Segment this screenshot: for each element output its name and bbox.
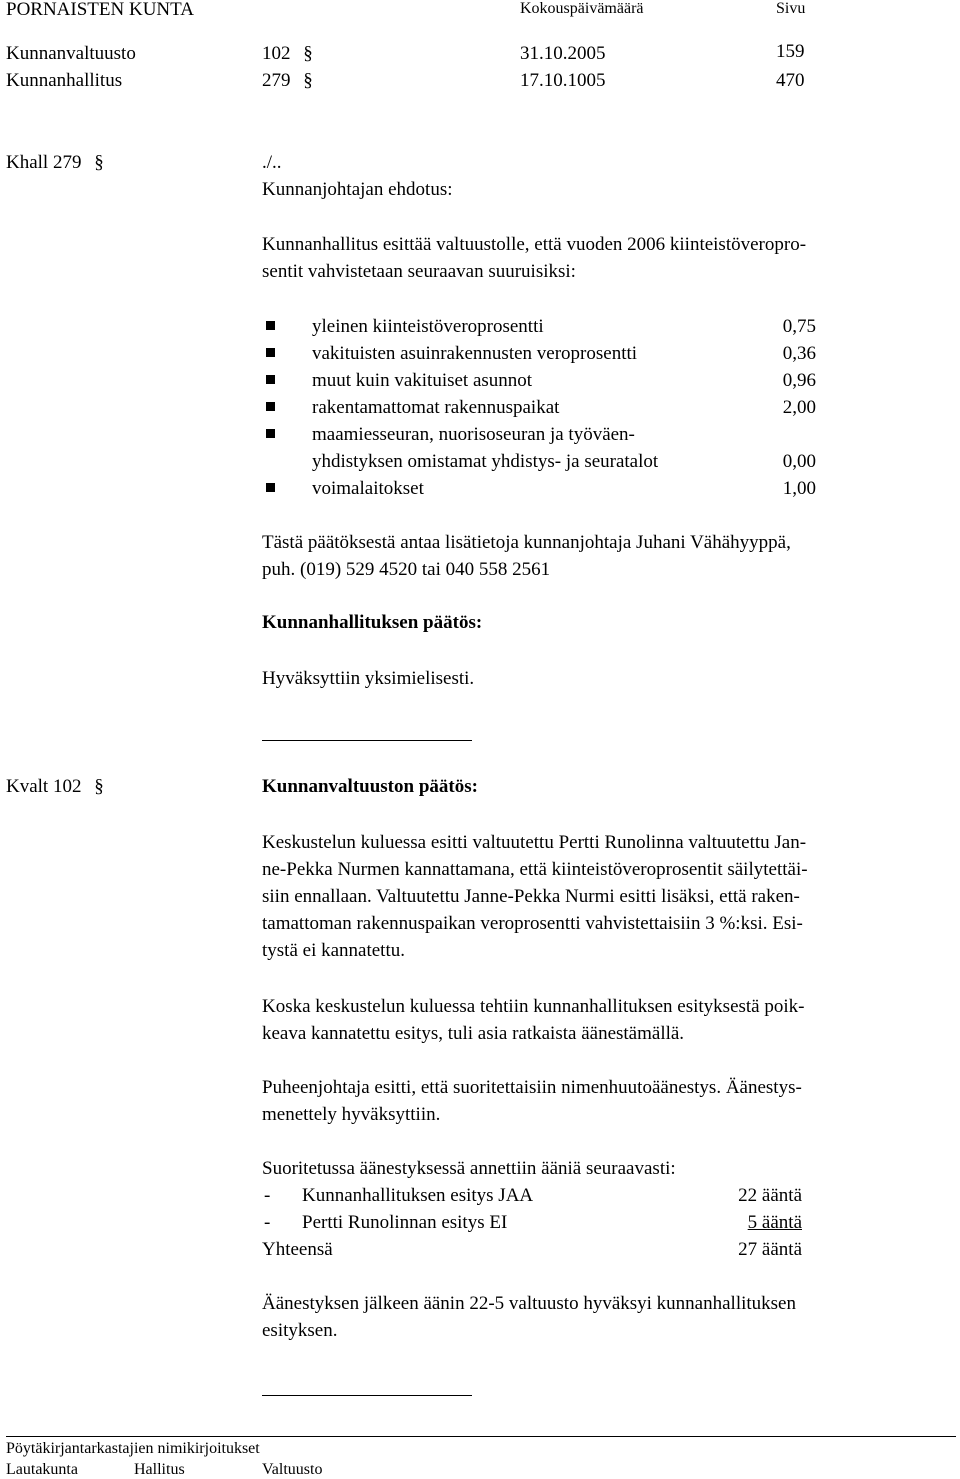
section-sign: §: [94, 152, 104, 173]
khall-ref: Khall 279 §: [6, 152, 104, 173]
rate-label: maamiesseuran, nuorisoseuran ja työväen-: [312, 424, 635, 445]
bullet-icon: [266, 348, 275, 357]
org-name: PORNAISTEN KUNTA: [6, 0, 194, 20]
header-row-valtuusto-page: 159: [776, 41, 805, 62]
date-label: Kokouspäivämäärä: [520, 0, 644, 17]
votes-intro: Suoritetussa äänestyksessä annettiin ääniä seuraavasti:: [262, 1158, 676, 1179]
contact-info: Tästä päätöksestä antaa lisätietoja kunnanjohtaja Juhani Vähähyyppä, puh. (019) 529 4520 tai 040 558 2561: [262, 532, 791, 580]
section-sign: §: [303, 70, 313, 91]
footer-col-valtuusto: Valtuusto: [262, 1461, 323, 1478]
kvalt-ref: Kvalt 102 §: [6, 776, 104, 797]
separator-line: [262, 1395, 472, 1396]
header-row-hallitus-body: Kunnanhallitus: [6, 70, 123, 91]
vote-label: Kunnanhallituksen esitys JAA: [302, 1185, 534, 1206]
rate-value: 0,96: [782, 370, 816, 391]
result-paragraph: Äänestyksen jälkeen äänin 22-5 valtuusto hyväksyi kunnanhallituksen esityksen.: [262, 1293, 796, 1341]
header-row-valtuusto-body: Kunnanvaltuusto: [6, 43, 136, 64]
section-sign: §: [94, 776, 104, 797]
bullet-icon: [266, 375, 275, 384]
total-label: Yhteensä: [262, 1239, 333, 1260]
separator-line: [262, 740, 472, 741]
bullet-icon: [266, 483, 275, 492]
vote-count: 22 ääntä: [738, 1185, 802, 1206]
rate-label: muut kuin vakituiset asunnot: [312, 370, 533, 391]
footer-col-lautakunta: Lautakunta: [6, 1461, 78, 1478]
header-row-valtuusto-num: 102 §: [262, 43, 313, 64]
discussion-paragraph: Keskustelun kuluessa esitti valtuutettu Pertti Runolinna valtuutettu Jan- ne-Pekka Nurmen kannattamana, että kiinteistöveroprosentit säilytettäi- siin ennallaan. Valtuutettu Janne-Pekka Nurmi esitti lisäksi, että raken- tamattoman rakennuspaikan veroprosentti vahvistettaisiin 3 %:ksi. Esi- tystä ei kannatettu.: [262, 832, 808, 961]
rate-label: rakentamattomat rakennuspaikat: [312, 397, 560, 418]
vote-dash: -: [264, 1212, 271, 1233]
rate-value: 2,00: [782, 397, 816, 418]
header-row-hallitus-num: 279 §: [262, 70, 313, 91]
vote-label: Pertti Runolinnan esitys EI: [302, 1212, 508, 1233]
page-label: Sivu: [776, 0, 806, 17]
footer-title: Pöytäkirjantarkastajien nimikirjoitukset: [6, 1440, 260, 1457]
bullet-icon: [266, 402, 275, 411]
bullet-icon: [266, 321, 275, 330]
rate-value: 0,36: [782, 343, 816, 364]
proposal-intro: Kunnanhallitus esittää valtuustolle, että vuoden 2006 kiinteistöveropro- sentit vahvistetaan seuraavan suuruisiksi:: [262, 234, 807, 282]
board-decision-heading: Kunnanhallituksen päätös:: [262, 612, 483, 633]
rate-value: 0,75: [782, 316, 816, 337]
vote-needed-paragraph: Koska keskustelun kuluessa tehtiin kunnanhallituksen esityksestä poik- keava kannatettu esitys, tuli asia ratkaista äänestämällä.: [262, 996, 805, 1044]
section-sign: §: [303, 43, 313, 64]
board-decision-text: Hyväksyttiin yksimielisesti.: [262, 668, 475, 689]
rate-value: 0,00: [782, 451, 816, 472]
header-row-valtuusto-date: 31.10.2005: [520, 43, 606, 64]
vote-dash: -: [264, 1185, 271, 1206]
rate-label: yleinen kiinteistöveroprosentti: [312, 316, 544, 337]
proposal-heading: Kunnanjohtajan ehdotus:: [262, 179, 453, 200]
vote-count: 5 ääntä: [747, 1212, 802, 1233]
rate-label: voimalaitokset: [312, 478, 424, 499]
bullet-icon: [266, 429, 275, 438]
roll-call-paragraph: Puheenjohtaja esitti, että suoritettaisiin nimenhuutoäänestys. Äänestys- menettely hyväksyttiin.: [262, 1077, 802, 1125]
header-row-hallitus-date: 17.10.1005: [520, 70, 606, 91]
rate-value: 1,00: [782, 478, 816, 499]
rate-label-continued: yhdistyksen omistamat yhdistys- ja seuratalot: [312, 451, 659, 472]
continued-marker: ./..: [262, 152, 282, 173]
council-decision-heading: Kunnanvaltuuston päätös:: [262, 776, 478, 797]
total-count: 27 ääntä: [738, 1239, 802, 1260]
footer-col-hallitus: Hallitus: [134, 1461, 185, 1478]
header-row-hallitus-page: 470: [776, 70, 805, 91]
rate-label: vakituisten asuinrakennusten veroprosentti: [312, 343, 638, 364]
footer-rule: [6, 1436, 956, 1437]
